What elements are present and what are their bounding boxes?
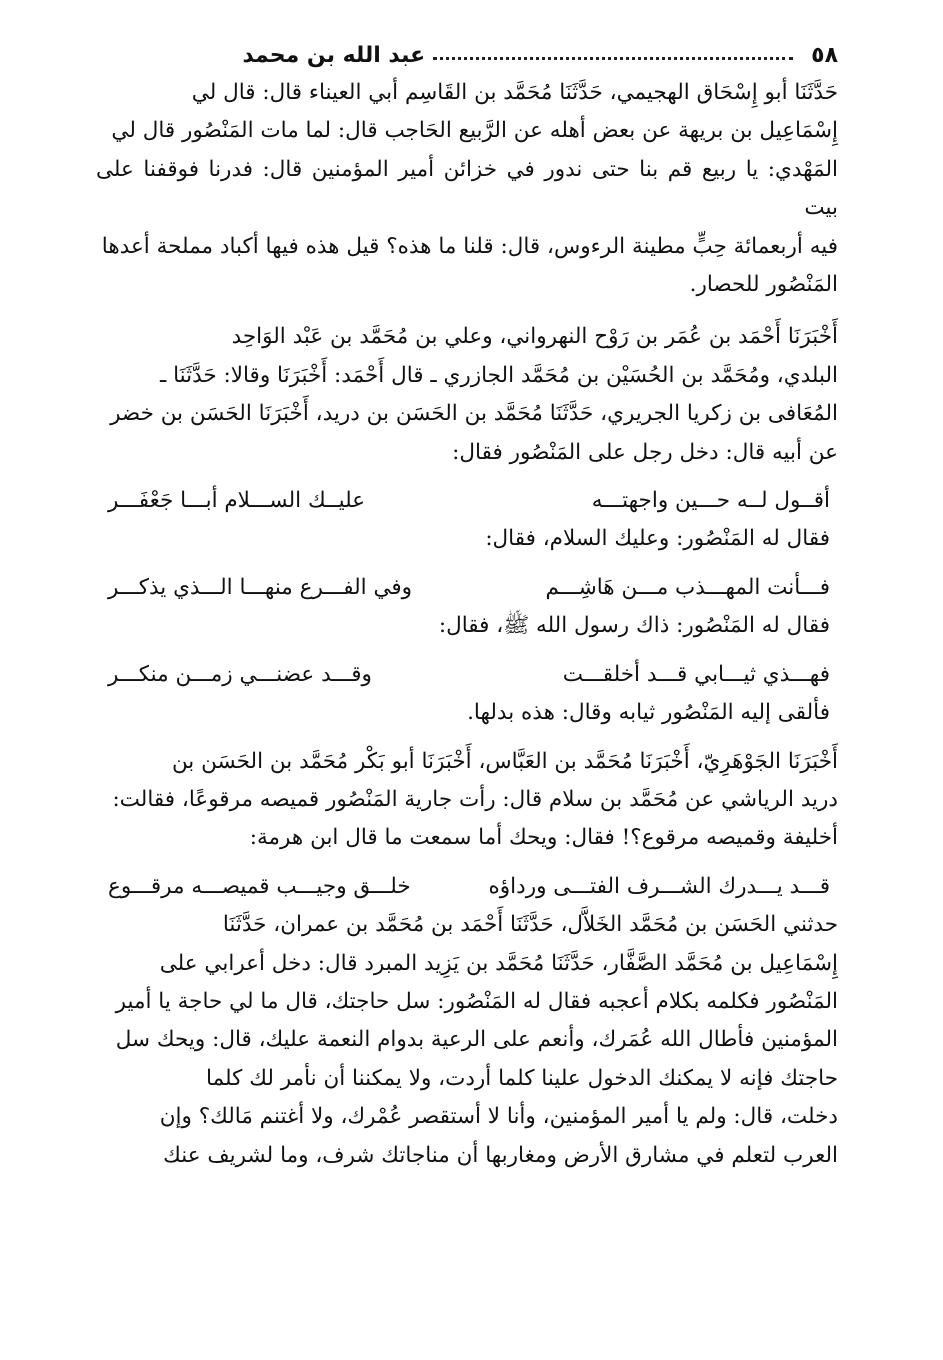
text-line: حدثني الحَسَن بن مُحَمَّد الخَلاَّل، حَدَّثَنَا أَحْمَد بن مُحَمَّد بن عمران، حَدَّثَنَا [222, 912, 838, 938]
verse-first-hemistich: أقــول لــه حـــين واجهتـــه [591, 488, 830, 514]
text-line: العرب لتعلم في مشارق الأرض ومغاربها أن مناجاتك شرف، وما لشريف عنك [163, 1142, 838, 1168]
text-line: إِسْمَاعِيل بن بريهة عن بعض أهله عن الرَّبيع الحَاجب قال: لما مات المَنْصُور قال لي [111, 118, 838, 144]
text-line: المَهْدي: يا ربيع قم بنا حتى ندور في خزائن أمير المؤمنين قال: فدرنا فوقفنا على بيت [96, 156, 838, 221]
text-line: أخليفة وقميصه مرقوع؟! فقال: ويحك أما سمعت ما قال ابن هرمة: [249, 825, 838, 851]
text-line: أَخْبَرَنَا أَحْمَد بن عُمَر بن رَوْح النهرواني، وعلي بن مُحَمَّد بن عَبْد الوَاحِد [231, 324, 838, 350]
verse-1 [96, 482, 838, 520]
paragraph-2 [96, 318, 838, 472]
text-line: أَخْبَرَنَا الجَوْهَرِيّ، أَخْبَرَنَا مُحَمَّد بن العَبَّاس، أَخْبَرَنَا أبو بَكْر مُحَمَّد بن الحَسَن بن [171, 748, 838, 774]
running-title: عبد الله بن محمد [242, 43, 426, 68]
verse-second-hemistich: وقـــد عضنـــي زمـــن منكـــر [108, 661, 372, 687]
text-line: البلدي، ومُحَمَّد بن الحُسَيْن بن مُحَمَّد الجازري ـ قال أَحْمَد: أَخْبَرَنَا وقالا: حَدَّثَنَا ـ [159, 362, 838, 388]
verse-second-hemistich: وفي الفـــرع منهـــا الـــذي يذكـــر [108, 574, 413, 600]
text-line: حَدَّثَنَا أبو إِسْحَاق الهجيمي، حَدَّثَنَا مُحَمَّد بن القَاسِم أبي العيناء قال: قال لي [191, 80, 838, 105]
narration-line: فقال له المَنْصُور: ذاك رسول الله ﷺ، فقال: [438, 613, 830, 639]
verse-4 [96, 868, 838, 906]
verse-3 [96, 656, 838, 694]
narration-line: فألقى إليه المَنْصُور ثيابه وقال: هذه بدلها. [467, 700, 830, 726]
text-line: حاجتك فإنه لا يمكنك الدخول علينا كلما أردت، ولا يمكننا أن نأمر لك كلما [206, 1065, 838, 1091]
text-line: إِسْمَاعِيل بن مُحَمَّد الصَّفَّار، حَدَّثَنَا مُحَمَّد بن يَزِيد المبرد قال: دخل أعرابي على [159, 950, 838, 976]
book-page [96, 28, 838, 1328]
page-header [96, 28, 838, 68]
text-line: دريد الرياشي عن مُحَمَّد بن سلام قال: رأت جارية المَنْصُور قميصه مرقوعًا، فقالت: [112, 786, 838, 812]
verse-first-hemistich: فـــأنت المهـــذب مـــن هَاشِـــم [545, 574, 830, 600]
verse-second-hemistich: خلـــق وجيـــب قميصـــه مرقـــوع [108, 873, 411, 899]
paragraph-4 [96, 906, 838, 1175]
text-line: فيه أربعمائة حِبٍّ مطينة الرءوس، قال: قلنا ما هذه؟ قيل هذه فيها أكباد مملحة أعدها [101, 233, 838, 259]
text-line: المُعَافى بن زكريا الجريري، حَدَّثَنَا مُحَمَّد بن الحَسَن بن دريد، أَخْبَرَنَا الحَسَن بن خضر [110, 401, 838, 427]
verse-first-hemistich: فهـــذي ثيـــابي قـــد أخلقـــت [562, 661, 830, 687]
narration-line: فقال له المَنْصُور: وعليك السلام، فقال: [485, 526, 830, 552]
text-line: المَنْصُور فكلمه بكلام أعجبه فقال له المَنْصُور: سل حاجتك، قال ما لي حاجة يا أمير [115, 988, 838, 1014]
verse-2 [96, 569, 838, 607]
text-line: المؤمنين فأطال الله عُمَرك، وأنعم على الرعية بدوام النعمة عليك، قال: ويحك سل [115, 1027, 838, 1053]
text-line: دخلت، قال: ولم يا أمير المؤمنين، وأنا لا أستقصر عُمْرك، ولا أغتنم مَالك؟ وإن [159, 1104, 838, 1130]
verse-second-hemistich: عليــك الســـلام أبـــا جَعْفَـــر [108, 488, 366, 514]
page-number: ٥٨ [811, 43, 838, 68]
header-dot-leader [433, 57, 793, 60]
text-line: المَنْصُور للحصار. [689, 272, 838, 298]
text-line: عن أبيه قال: دخل رجل على المَنْصُور فقال: [452, 439, 838, 465]
paragraph-1 [96, 74, 838, 304]
paragraph-3 [96, 743, 838, 858]
verse-first-hemistich: قـــد يـــدرك الشـــرف الفتـــى ورداؤه [488, 873, 830, 899]
